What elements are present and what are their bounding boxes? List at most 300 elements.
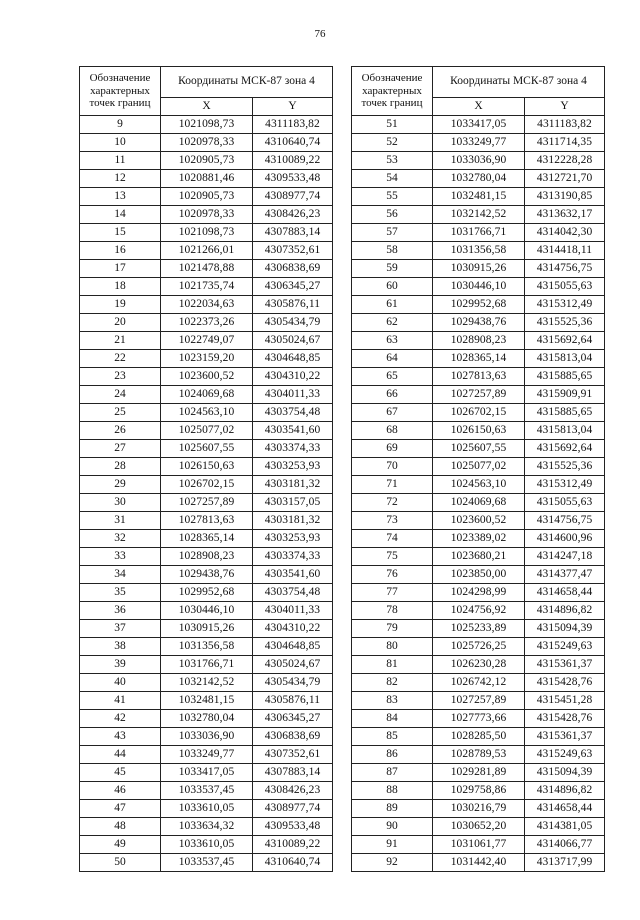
y-coordinate: 4315055,63 <box>525 278 605 296</box>
table-row <box>352 584 605 602</box>
point-number: 90 <box>352 818 433 836</box>
table-row <box>352 476 605 494</box>
x-column-header: X <box>433 98 525 116</box>
table-row <box>80 368 333 386</box>
point-number: 57 <box>352 224 433 242</box>
y-coordinate: 4305876,11 <box>253 296 333 314</box>
y-coordinate: 4303374,33 <box>253 440 333 458</box>
x-coordinate: 1033610,05 <box>161 836 253 854</box>
y-coordinate: 4303181,32 <box>253 512 333 530</box>
y-coordinate: 4315312,49 <box>525 296 605 314</box>
x-coordinate: 1027813,63 <box>433 368 525 386</box>
x-coordinate: 1033036,90 <box>161 728 253 746</box>
x-coordinate: 1033634,32 <box>161 818 253 836</box>
x-coordinate: 1021098,73 <box>161 224 253 242</box>
table-row <box>80 620 333 638</box>
y-coordinate: 4314658,44 <box>525 800 605 818</box>
y-coordinate: 4310089,22 <box>253 152 333 170</box>
table-row <box>80 818 333 836</box>
point-number: 58 <box>352 242 433 260</box>
x-coordinate: 1025077,02 <box>433 458 525 476</box>
table-row <box>80 548 333 566</box>
point-number: 39 <box>80 656 161 674</box>
point-number: 92 <box>352 854 433 872</box>
x-coordinate: 1032780,04 <box>433 170 525 188</box>
table-row <box>352 458 605 476</box>
y-coordinate: 4310640,74 <box>253 134 333 152</box>
table-row <box>80 656 333 674</box>
x-coordinate: 1030446,10 <box>161 602 253 620</box>
point-number: 37 <box>80 620 161 638</box>
x-coordinate: 1029952,68 <box>433 296 525 314</box>
table-row <box>352 638 605 656</box>
table-row <box>352 440 605 458</box>
y-coordinate: 4311714,35 <box>525 134 605 152</box>
table-row <box>80 746 333 764</box>
y-coordinate: 4315428,76 <box>525 674 605 692</box>
point-number: 46 <box>80 782 161 800</box>
y-coordinate: 4306838,69 <box>253 728 333 746</box>
point-number: 73 <box>352 512 433 530</box>
point-number: 30 <box>80 494 161 512</box>
table-row <box>352 818 605 836</box>
table-row <box>352 602 605 620</box>
table-row <box>80 602 333 620</box>
point-number: 36 <box>80 602 161 620</box>
point-number: 48 <box>80 818 161 836</box>
point-number: 52 <box>352 134 433 152</box>
x-coordinate: 1033417,05 <box>433 116 525 134</box>
x-coordinate: 1026230,28 <box>433 656 525 674</box>
x-coordinate: 1028365,14 <box>433 350 525 368</box>
point-number: 51 <box>352 116 433 134</box>
table-row <box>352 548 605 566</box>
table-row <box>80 692 333 710</box>
y-coordinate: 4305024,67 <box>253 656 333 674</box>
y-coordinate: 4315692,64 <box>525 332 605 350</box>
table-row <box>352 422 605 440</box>
table-row <box>352 854 605 872</box>
x-coordinate: 1030652,20 <box>433 818 525 836</box>
point-number: 23 <box>80 368 161 386</box>
y-coordinate: 4313717,99 <box>525 854 605 872</box>
table-row <box>80 674 333 692</box>
y-coordinate: 4314247,18 <box>525 548 605 566</box>
y-coordinate: 4307352,61 <box>253 746 333 764</box>
x-coordinate: 1025607,55 <box>433 440 525 458</box>
table-row <box>80 494 333 512</box>
table-row <box>80 800 333 818</box>
y-coordinate: 4305434,79 <box>253 314 333 332</box>
y-coordinate: 4304648,85 <box>253 638 333 656</box>
x-coordinate: 1024069,68 <box>433 494 525 512</box>
table-row <box>80 422 333 440</box>
table-row <box>352 242 605 260</box>
y-coordinate: 4306838,69 <box>253 260 333 278</box>
point-number: 59 <box>352 260 433 278</box>
table-row <box>352 620 605 638</box>
table-row <box>80 512 333 530</box>
y-coordinate: 4305024,67 <box>253 332 333 350</box>
point-number: 91 <box>352 836 433 854</box>
y-coordinate: 4309533,48 <box>253 170 333 188</box>
table-row <box>352 692 605 710</box>
table-row <box>352 656 605 674</box>
table-row <box>80 638 333 656</box>
point-number: 32 <box>80 530 161 548</box>
x-coordinate: 1032481,15 <box>161 692 253 710</box>
point-number: 13 <box>80 188 161 206</box>
point-number: 65 <box>352 368 433 386</box>
point-number: 41 <box>80 692 161 710</box>
y-coordinate: 4303541,60 <box>253 566 333 584</box>
y-coordinate: 4315451,28 <box>525 692 605 710</box>
table-row <box>80 476 333 494</box>
table-row <box>80 440 333 458</box>
x-coordinate: 1033537,45 <box>161 782 253 800</box>
y-coordinate: 4307352,61 <box>253 242 333 260</box>
page-number: 76 <box>314 28 326 40</box>
x-coordinate: 1022749,07 <box>161 332 253 350</box>
x-coordinate: 1020978,33 <box>161 206 253 224</box>
table-row <box>352 782 605 800</box>
table-row <box>80 782 333 800</box>
y-coordinate: 4304310,22 <box>253 368 333 386</box>
point-number: 50 <box>80 854 161 872</box>
y-coordinate: 4312228,28 <box>525 152 605 170</box>
point-number: 34 <box>80 566 161 584</box>
point-number: 43 <box>80 728 161 746</box>
point-number: 47 <box>80 800 161 818</box>
table-row <box>352 260 605 278</box>
x-coordinate: 1028908,23 <box>161 548 253 566</box>
y-coordinate: 4311183,82 <box>253 116 333 134</box>
point-number: 21 <box>80 332 161 350</box>
point-number: 70 <box>352 458 433 476</box>
x-coordinate: 1025233,89 <box>433 620 525 638</box>
point-number: 79 <box>352 620 433 638</box>
x-coordinate: 1028285,50 <box>433 728 525 746</box>
y-column-header: Y <box>253 98 333 116</box>
table-row <box>352 404 605 422</box>
point-number: 9 <box>80 116 161 134</box>
x-coordinate: 1027773,66 <box>433 710 525 728</box>
x-column-header: X <box>161 98 253 116</box>
table-row <box>352 152 605 170</box>
x-coordinate: 1024563,10 <box>433 476 525 494</box>
point-number: 76 <box>352 566 433 584</box>
table-row <box>80 296 333 314</box>
point-number: 87 <box>352 764 433 782</box>
y-coordinate: 4314066,77 <box>525 836 605 854</box>
y-coordinate: 4307883,14 <box>253 224 333 242</box>
x-coordinate: 1025607,55 <box>161 440 253 458</box>
table-row <box>352 350 605 368</box>
table-row <box>80 260 333 278</box>
x-coordinate: 1024298,99 <box>433 584 525 602</box>
x-coordinate: 1021266,01 <box>161 242 253 260</box>
x-coordinate: 1031356,58 <box>161 638 253 656</box>
y-coordinate: 4315249,63 <box>525 746 605 764</box>
x-coordinate: 1026742,12 <box>433 674 525 692</box>
x-coordinate: 1027813,63 <box>161 512 253 530</box>
x-coordinate: 1028789,53 <box>433 746 525 764</box>
x-coordinate: 1031766,71 <box>433 224 525 242</box>
x-coordinate: 1029758,86 <box>433 782 525 800</box>
x-coordinate: 1031356,58 <box>433 242 525 260</box>
x-coordinate: 1029952,68 <box>161 584 253 602</box>
point-number: 74 <box>352 530 433 548</box>
x-coordinate: 1024069,68 <box>161 386 253 404</box>
x-coordinate: 1023680,21 <box>433 548 525 566</box>
y-coordinate: 4303181,32 <box>253 476 333 494</box>
table-row <box>80 854 333 872</box>
y-coordinate: 4304310,22 <box>253 620 333 638</box>
x-coordinate: 1030915,26 <box>161 620 253 638</box>
point-number: 25 <box>80 404 161 422</box>
point-number: 11 <box>80 152 161 170</box>
point-number: 80 <box>352 638 433 656</box>
table-row <box>80 152 333 170</box>
y-coordinate: 4313190,85 <box>525 188 605 206</box>
table-row <box>352 710 605 728</box>
y-coordinate: 4304648,85 <box>253 350 333 368</box>
y-coordinate: 4308426,23 <box>253 206 333 224</box>
point-number: 24 <box>80 386 161 404</box>
y-coordinate: 4308426,23 <box>253 782 333 800</box>
point-number: 12 <box>80 170 161 188</box>
y-coordinate: 4315813,04 <box>525 350 605 368</box>
y-coordinate: 4315094,39 <box>525 620 605 638</box>
x-coordinate: 1031061,77 <box>433 836 525 854</box>
point-number: 33 <box>80 548 161 566</box>
x-coordinate: 1020881,46 <box>161 170 253 188</box>
point-number: 10 <box>80 134 161 152</box>
table-row <box>80 458 333 476</box>
table-row <box>80 728 333 746</box>
point-number: 89 <box>352 800 433 818</box>
point-number: 26 <box>80 422 161 440</box>
y-coordinate: 4315312,49 <box>525 476 605 494</box>
x-coordinate: 1026150,63 <box>433 422 525 440</box>
table-row <box>80 764 333 782</box>
y-coordinate: 4315813,04 <box>525 422 605 440</box>
y-coordinate: 4315909,91 <box>525 386 605 404</box>
y-coordinate: 4310089,22 <box>253 836 333 854</box>
table-row <box>352 764 605 782</box>
table-row <box>352 566 605 584</box>
y-coordinate: 4315249,63 <box>525 638 605 656</box>
y-coordinate: 4303157,05 <box>253 494 333 512</box>
designation-header: Обозначение характерных точек границ <box>352 67 433 116</box>
table-row <box>80 350 333 368</box>
x-coordinate: 1027257,89 <box>161 494 253 512</box>
x-coordinate: 1026702,15 <box>433 404 525 422</box>
y-coordinate: 4315094,39 <box>525 764 605 782</box>
y-coordinate: 4305876,11 <box>253 692 333 710</box>
table-row <box>352 296 605 314</box>
table-row <box>80 134 333 152</box>
x-coordinate: 1033036,90 <box>433 152 525 170</box>
y-coordinate: 4304011,33 <box>253 602 333 620</box>
x-coordinate: 1020905,73 <box>161 188 253 206</box>
y-coordinate: 4305434,79 <box>253 674 333 692</box>
table-row <box>352 314 605 332</box>
table-row <box>80 116 333 134</box>
point-number: 85 <box>352 728 433 746</box>
x-coordinate: 1031442,40 <box>433 854 525 872</box>
table-row <box>352 800 605 818</box>
table-row <box>352 170 605 188</box>
point-number: 82 <box>352 674 433 692</box>
table-row <box>352 224 605 242</box>
point-number: 88 <box>352 782 433 800</box>
table-row <box>352 728 605 746</box>
table-row <box>80 278 333 296</box>
table-row <box>80 188 333 206</box>
x-coordinate: 1025077,02 <box>161 422 253 440</box>
y-coordinate: 4314042,30 <box>525 224 605 242</box>
y-coordinate: 4304011,33 <box>253 386 333 404</box>
x-coordinate: 1033249,77 <box>433 134 525 152</box>
table-row <box>352 368 605 386</box>
x-coordinate: 1023850,00 <box>433 566 525 584</box>
y-coordinate: 4315361,37 <box>525 656 605 674</box>
x-coordinate: 1030446,10 <box>433 278 525 296</box>
point-number: 72 <box>352 494 433 512</box>
y-coordinate: 4309533,48 <box>253 818 333 836</box>
y-coordinate: 4315885,65 <box>525 404 605 422</box>
table-row <box>352 134 605 152</box>
table-row <box>352 188 605 206</box>
table-row <box>80 584 333 602</box>
y-coordinate: 4314658,44 <box>525 584 605 602</box>
y-coordinate: 4312721,70 <box>525 170 605 188</box>
x-coordinate: 1032481,15 <box>433 188 525 206</box>
point-number: 35 <box>80 584 161 602</box>
point-number: 27 <box>80 440 161 458</box>
point-number: 42 <box>80 710 161 728</box>
x-coordinate: 1033537,45 <box>161 854 253 872</box>
point-number: 55 <box>352 188 433 206</box>
table-row <box>80 404 333 422</box>
x-coordinate: 1032142,52 <box>433 206 525 224</box>
table-row <box>352 278 605 296</box>
y-coordinate: 4310640,74 <box>253 854 333 872</box>
x-coordinate: 1023389,02 <box>433 530 525 548</box>
point-number: 15 <box>80 224 161 242</box>
coordinates-table-right <box>351 66 605 872</box>
point-number: 19 <box>80 296 161 314</box>
y-coordinate: 4303253,93 <box>253 458 333 476</box>
point-number: 67 <box>352 404 433 422</box>
y-coordinate: 4314896,82 <box>525 782 605 800</box>
x-coordinate: 1030915,26 <box>433 260 525 278</box>
y-coordinate: 4308977,74 <box>253 800 333 818</box>
coordinates-header: Координаты МСК-87 зона 4 <box>161 67 333 98</box>
x-coordinate: 1023600,52 <box>161 368 253 386</box>
table-row <box>352 494 605 512</box>
point-number: 18 <box>80 278 161 296</box>
point-number: 61 <box>352 296 433 314</box>
x-coordinate: 1028908,23 <box>433 332 525 350</box>
table-row <box>352 332 605 350</box>
x-coordinate: 1023159,20 <box>161 350 253 368</box>
point-number: 68 <box>352 422 433 440</box>
table-row <box>352 530 605 548</box>
y-coordinate: 4303253,93 <box>253 530 333 548</box>
point-number: 44 <box>80 746 161 764</box>
y-coordinate: 4303754,48 <box>253 404 333 422</box>
point-number: 64 <box>352 350 433 368</box>
y-coordinate: 4311183,82 <box>525 116 605 134</box>
table-row <box>80 224 333 242</box>
point-number: 38 <box>80 638 161 656</box>
point-number: 69 <box>352 440 433 458</box>
table-row <box>352 116 605 134</box>
x-coordinate: 1033610,05 <box>161 800 253 818</box>
table-row <box>80 332 333 350</box>
y-coordinate: 4314381,05 <box>525 818 605 836</box>
table-row <box>80 386 333 404</box>
y-coordinate: 4308977,74 <box>253 188 333 206</box>
table-row <box>352 386 605 404</box>
x-coordinate: 1027257,89 <box>433 692 525 710</box>
y-coordinate: 4314377,47 <box>525 566 605 584</box>
y-coordinate: 4314896,82 <box>525 602 605 620</box>
table-row <box>352 836 605 854</box>
point-number: 31 <box>80 512 161 530</box>
y-coordinate: 4306345,27 <box>253 278 333 296</box>
x-coordinate: 1023600,52 <box>433 512 525 530</box>
point-number: 77 <box>352 584 433 602</box>
x-coordinate: 1022373,26 <box>161 314 253 332</box>
point-number: 81 <box>352 656 433 674</box>
point-number: 60 <box>352 278 433 296</box>
x-coordinate: 1021098,73 <box>161 116 253 134</box>
y-coordinate: 4314756,75 <box>525 260 605 278</box>
y-coordinate: 4307883,14 <box>253 764 333 782</box>
point-number: 56 <box>352 206 433 224</box>
y-coordinate: 4313632,17 <box>525 206 605 224</box>
x-coordinate: 1025726,25 <box>433 638 525 656</box>
x-coordinate: 1030216,79 <box>433 800 525 818</box>
table-row <box>80 170 333 188</box>
x-coordinate: 1021735,74 <box>161 278 253 296</box>
table-row <box>352 674 605 692</box>
point-number: 78 <box>352 602 433 620</box>
x-coordinate: 1029281,89 <box>433 764 525 782</box>
point-number: 63 <box>352 332 433 350</box>
x-coordinate: 1028365,14 <box>161 530 253 548</box>
x-coordinate: 1022034,63 <box>161 296 253 314</box>
x-coordinate: 1020905,73 <box>161 152 253 170</box>
point-number: 16 <box>80 242 161 260</box>
table-row <box>352 512 605 530</box>
y-coordinate: 4314756,75 <box>525 512 605 530</box>
point-number: 20 <box>80 314 161 332</box>
x-coordinate: 1027257,89 <box>433 386 525 404</box>
x-coordinate: 1032142,52 <box>161 674 253 692</box>
y-coordinate: 4315525,36 <box>525 314 605 332</box>
y-coordinate: 4315428,76 <box>525 710 605 728</box>
y-column-header: Y <box>525 98 605 116</box>
x-coordinate: 1033249,77 <box>161 746 253 764</box>
x-coordinate: 1021478,88 <box>161 260 253 278</box>
point-number: 17 <box>80 260 161 278</box>
table-row <box>80 566 333 584</box>
y-coordinate: 4303541,60 <box>253 422 333 440</box>
